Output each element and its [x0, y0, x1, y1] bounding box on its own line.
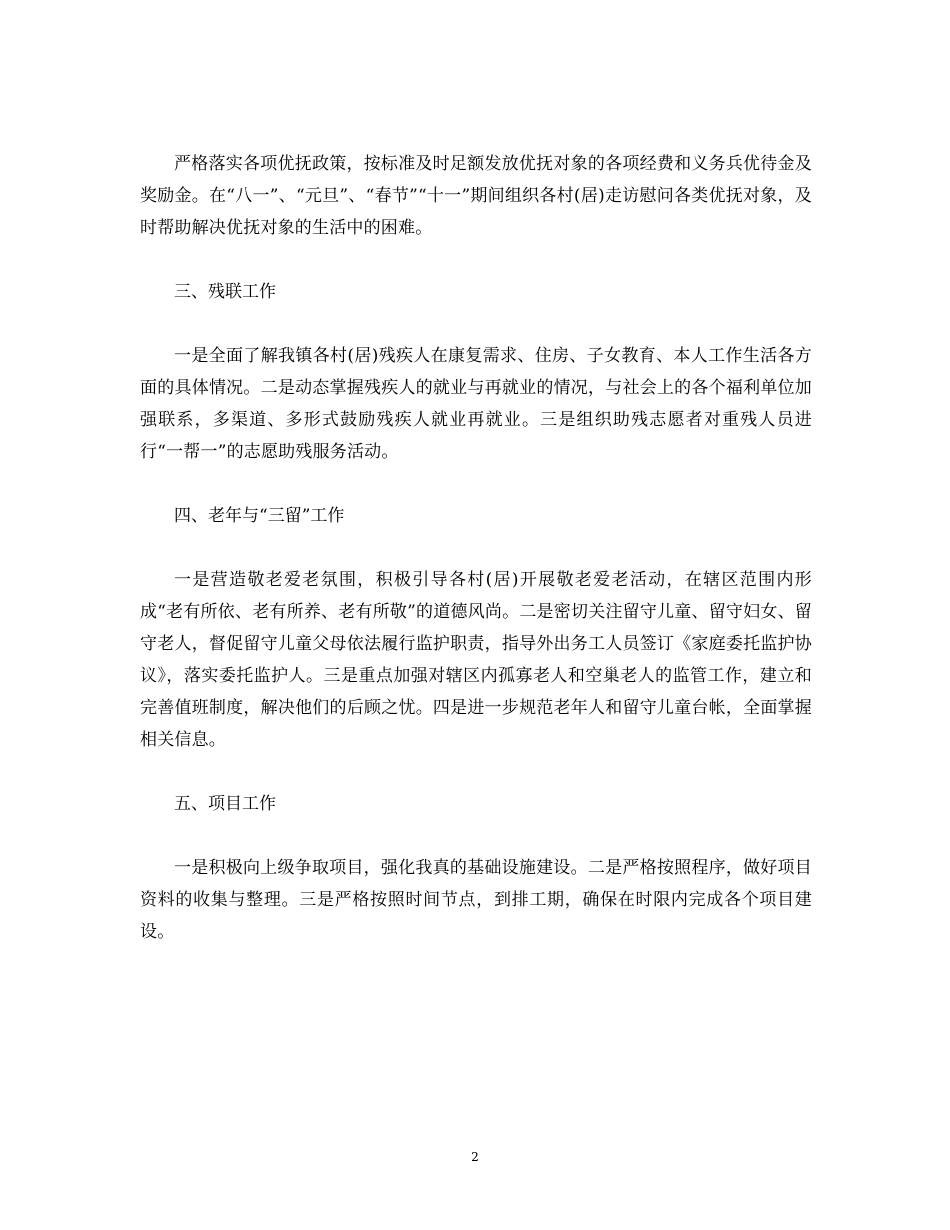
paragraph-youfu-policy: 严格落实各项优抚政策，按标准及时足额发放优抚对象的各项经费和义务兵优待金及奖励金。在“八一”、“元旦”、“春节”“十一”期间组织各村(居)走访慰问各类优抚对象，及时帮助解决优抚对象的生活中的困难。: [140, 154, 812, 238]
section-heading-xiangmu: 五、项目工作: [174, 794, 276, 814]
paragraph-spacer: [140, 532, 812, 564]
paragraph-spacer: [140, 244, 812, 276]
paragraph-spacer: [140, 756, 812, 788]
section-heading-canlian: 三、残联工作: [174, 282, 276, 302]
paragraph-xiangmu: 一是积极向上级争取项目，强化我真的基础设施建设。二是严格按照程序，做好项目资料的收集与整理。三是严格按照时间节点，到排工期，确保在时限内完成各个项目建设。: [140, 858, 812, 942]
paragraph-canlian: 一是全面了解我镇各村(居)残疾人在康复需求、住房、子女教育、本人工作生活各方面的具体情况。二是动态掌握残疾人的就业与再就业的情况，与社会上的各个福利单位加强联系，多渠道、多形式鼓励残疾人就业再就业。三是组织助残志愿者对重残人员进行“一帮一”的志愿助残服务活动。: [140, 346, 812, 462]
document-body: [140, 148, 812, 948]
paragraph-laonian: 一是营造敬老爱老氛围，积极引导各村(居)开展敬老爱老活动，在辖区范围内形成“老有所依、老有所养、老有所敬”的道德风尚。二是密切关注留守儿童、留守妇女、留守老人，督促留守儿童父母依法履行监护职责，指导外出务工人员签订《家庭委托监护协议》，落实委托监护人。三是重点加强对辖区内孤寡老人和空巢老人的监管工作，建立和完善值班制度，解决他们的后顾之忧。四是进一步规范老年人和留守儿童台帐，全面掌握相关信息。: [140, 570, 812, 750]
page-number: 2: [471, 1150, 479, 1164]
section-heading-laonian: 四、老年与“三留”工作: [174, 506, 345, 526]
paragraph-spacer: [140, 820, 812, 852]
paragraph-spacer: [140, 308, 812, 340]
paragraph-spacer: [140, 468, 812, 500]
